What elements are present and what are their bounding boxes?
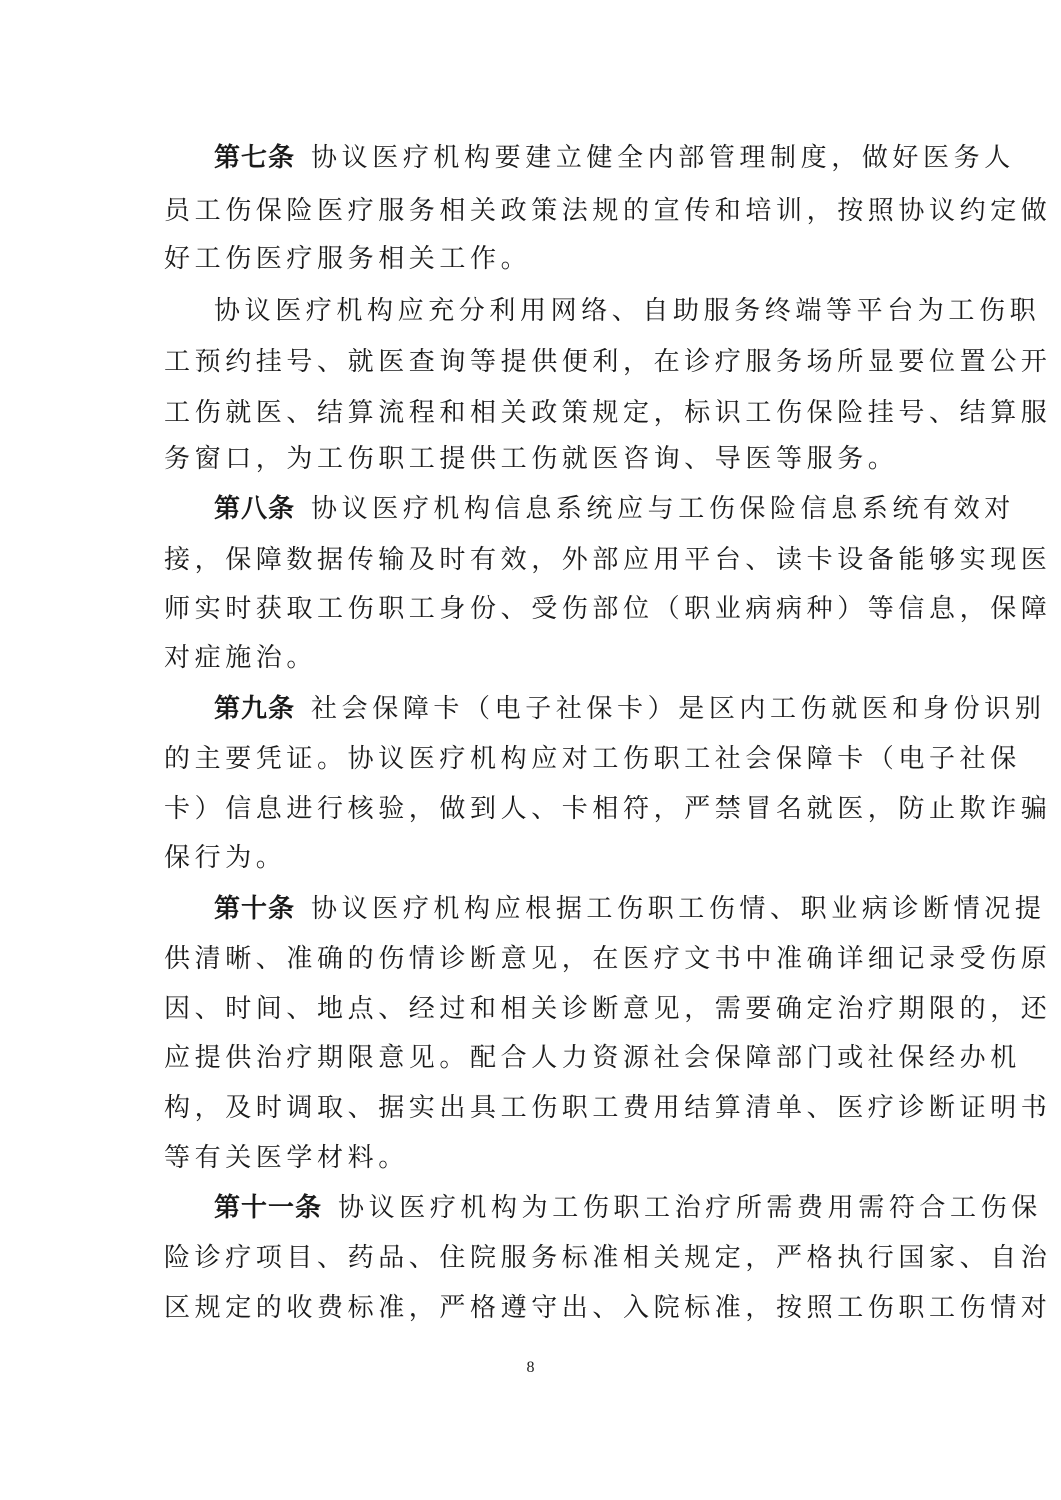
line-text: 等有关医学材料。 (164, 1143, 409, 1173)
article-heading: 第十一条 (214, 1193, 323, 1223)
text-line (164, 643, 317, 673)
line-text: 协议医疗机构为工伤职工治疗所需费用需符合工伤保 (338, 1193, 1042, 1223)
text-line (164, 196, 1051, 226)
line-text: 协议医疗机构要建立健全内部管理制度，做好医务人 (311, 143, 1015, 173)
text-line (164, 994, 1051, 1024)
text-line (164, 594, 1051, 624)
page-number: 8 (526, 1359, 535, 1376)
text-line (164, 398, 1051, 428)
text-line (164, 1293, 1051, 1323)
line-text: 的主要凭证。协议医疗机构应对工伤职工社会保障卡（电子社保 (164, 744, 1021, 774)
text-line (164, 444, 898, 474)
article-heading: 第十条 (214, 894, 296, 924)
article-heading: 第九条 (214, 694, 296, 724)
text-line (164, 843, 286, 873)
line-text: 供清晰、准确的伤情诊断意见，在医疗文书中准确详细记录受伤原 (164, 944, 1052, 974)
line-text: 务窗口，为工伤职工提供工伤就医咨询、导医等服务。 (164, 444, 899, 474)
text-line (164, 944, 1051, 974)
article-heading: 第八条 (214, 494, 296, 524)
line-text: 协议医疗机构应充分利用网络、自助服务终端等平台为工伤职 (214, 296, 1041, 326)
text-line (214, 296, 1040, 326)
line-text: 师实时获取工伤职工身份、受伤部位（职业病病种）等信息，保障 (164, 594, 1052, 624)
line-text: 卡）信息进行核验，做到人、卡相符，严禁冒名就医，防止欺诈骗 (164, 794, 1052, 824)
text-line (164, 1243, 1051, 1273)
text-line (164, 744, 1021, 774)
line-text: 员工伤保险医疗服务相关政策法规的宣传和培训，按照协议约定做 (164, 196, 1052, 226)
line-text: 应提供治疗期限意见。配合人力资源社会保障部门或社保经办机 (164, 1043, 1021, 1073)
line-text: 险诊疗项目、药品、住院服务标准相关规定，严格执行国家、自治 (164, 1243, 1052, 1273)
text-line (214, 143, 1015, 173)
line-text: 协议医疗机构信息系统应与工伤保险信息系统有效对 (311, 494, 1015, 524)
article-heading: 第七条 (214, 143, 296, 173)
text-line (164, 347, 1051, 377)
line-text: 社会保障卡（电子社保卡）是区内工伤就医和身份识别 (311, 694, 1046, 724)
text-line (164, 244, 531, 274)
text-line (214, 1193, 1042, 1223)
text-line (214, 894, 1045, 924)
text-line (214, 494, 1015, 524)
text-line (214, 694, 1045, 724)
line-text: 接，保障数据传输及时有效，外部应用平台、读卡设备能够实现医 (164, 545, 1052, 575)
text-line (164, 1143, 409, 1173)
line-text: 构，及时调取、据实出具工伤职工费用结算清单、医疗诊断证明书 (164, 1093, 1052, 1123)
line-text: 对症施治。 (164, 643, 318, 673)
line-text: 好工伤医疗服务相关工作。 (164, 244, 532, 274)
line-text: 因、时间、地点、经过和相关诊断意见，需要确定治疗期限的，还 (164, 994, 1052, 1024)
line-text: 工预约挂号、就医查询等提供便利，在诊疗服务场所显要位置公开 (164, 347, 1052, 377)
line-text: 区规定的收费标准，严格遵守出、入院标准，按照工伤职工伤情对 (164, 1293, 1052, 1323)
line-text: 工伤就医、结算流程和相关政策规定，标识工伤保险挂号、结算服 (164, 398, 1052, 428)
text-line (164, 1093, 1051, 1123)
line-text: 协议医疗机构应根据工伤职工伤情、职业病诊断情况提 (311, 894, 1046, 924)
text-line (164, 1043, 1021, 1073)
text-line (164, 545, 1051, 575)
text-line (164, 794, 1051, 824)
line-text: 保行为。 (164, 843, 287, 873)
